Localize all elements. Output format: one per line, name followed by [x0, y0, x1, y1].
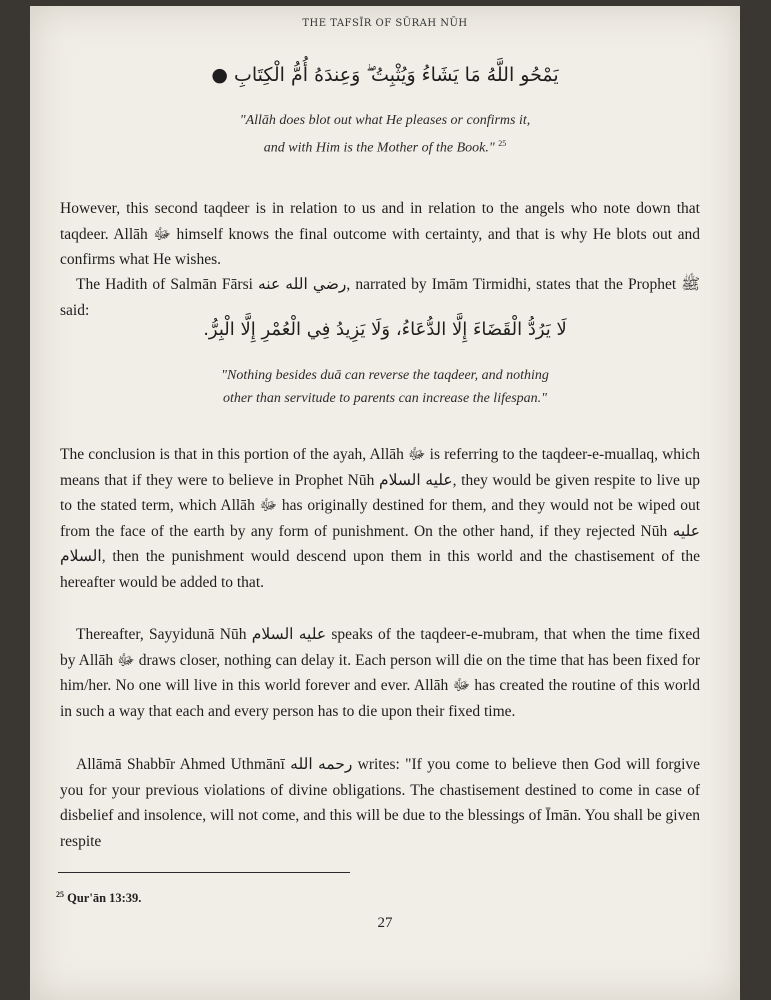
footnote-divider [58, 872, 350, 873]
hadith-translation-line-1: "Nothing besides duā can reverse the taqdeer, and nothing [221, 368, 549, 383]
footnote-reference: 25 [498, 139, 507, 148]
footnote-number: 25 [56, 890, 64, 899]
verse-translation-line-2: and with Him is the Mother of the Book." $^{25}$ [263, 139, 507, 156]
paragraph-conclusion: The conclusion is that in this portion of the ayah, Allāh ﷻ is referring to the taqdeer-e-muallaq, which means that if they were to believe in Prophet Nūh عليه السلام, they would be given respite to live up to the stated term, which Allāh ﷻ has originally destined for them, and they would not be wiped out from the face of the earth by any form of punishment. On the other hand, if they rejected Nūh عليه السلام, then the punishment would descend upon them in this world and the chastisement of the hereafter would be added to that. [60, 446, 701, 591]
hadith-translation [30, 364, 740, 410]
paragraph-taqdeer-relation: However, this second taqdeer is in relation to us and in relation to the angels who note down that taqdeer. Allāh ﷻ himself knows the final outcome with certainty, and that is why He blots out and confirms what He wishes. [60, 200, 700, 268]
paragraph-hadith-intro: The Hadith of Salmān Fārsi رضي الله عنه, narrated by Imām Tirmidhi, states that the Prophet ﷺ said: [60, 276, 700, 319]
footnote-text: Qur'ān 13:39. [67, 891, 142, 906]
page-number: 27 [377, 915, 393, 931]
arabic-hadith: لَا يَرُدُّ الْقَضَاءَ إِلَّا الدُّعَاءُ، وَلَا يَزِيدُ فِي الْعُمْرِ إِلَّا الْبِرُّ. [203, 319, 567, 340]
paragraph-uthmani-quote: Allāmā Shabbīr Ahmed Uthmānī رحمه الله writes: "If you come to believe then God will forgive you for your previous violations of divine obligations. The chastisement destined to come in case of disbelief and insolence, will not come, and this will be due to the blessings of Īmān. You shall be given respite [60, 756, 701, 850]
verse-translation-line-1: "Allāh does blot out what He pleases or confirms it, [239, 113, 531, 128]
arabic-verse: يَمْحُو اللَّهُ مَا يَشَاءُ وَيُثْبِتُ ۖ وَعِندَهُ أُمُّ الْكِتَابِ ● [211, 64, 559, 86]
paragraph-taqdeer-mubram: Thereafter, Sayyidunā Nūh عليه السلام speaks of the taqdeer-e-mubram, that when the time fixed by Allāh ﷻ draws closer, nothing can delay it. Each person will die on the time that has been fixed for him/her. No one will live in this world forever and ever. Allāh ﷻ has created the routine of this world in such a way that each and every person has to die upon their fixed time. [60, 626, 700, 720]
footnote [56, 890, 141, 906]
book-page [30, 6, 740, 1000]
verse-translation [30, 109, 740, 160]
hadith-translation-line-2: other than servitude to parents can increase the lifespan." [222, 391, 548, 406]
running-header: THE TAFSĪR OF SŪRAH NŪH [302, 18, 468, 29]
